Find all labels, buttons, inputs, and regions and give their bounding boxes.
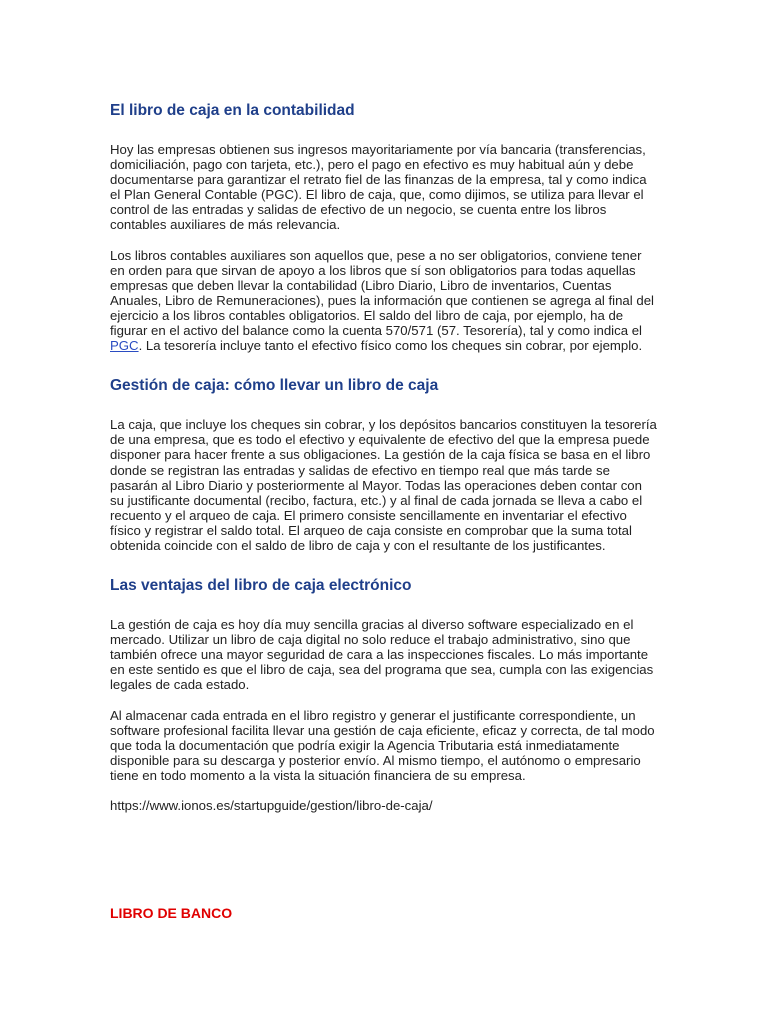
- document-page: [110, 100, 658, 813]
- paragraph: La caja, que incluye los cheques sin cobrar, y los depósitos bancarios constituyen la tesorería de una empresa, que es todo el efectivo y equivalente de efectivo del que la empresa puede disponer para hacer frente a sus obligaciones. La gestión de la caja física se basa en el libro donde se registran las entradas y salidas de efectivo en tiempo real que más tarde se pasarán al Libro Diario y posteriormente al Mayor. Todas las operaciones deben contar con su justificante documental (recibo, factura, etc.) y al final de cada jornada se lleva a cabo el recuento y el arqueo de caja. El primero consiste sencillamente en inventariar el efectivo físico y registrar el saldo total. El arqueo de caja consiste en comprobar que la suma total obtenida coincide con el saldo de libro de caja y con el resultante de los justificantes.: [110, 417, 657, 553]
- libro-de-banco-heading: LIBRO DE BANCO: [110, 905, 233, 921]
- pgc-link[interactable]: PGC: [110, 338, 139, 354]
- paragraph: Hoy las empresas obtienen sus ingresos mayoritariamente por vía bancaria (transferencias, domiciliación, pago con tarjeta, etc.), pero el pago en efectivo es muy habitual aún y debe documentarse para garantizar el retrato fiel de las finanzas de la empresa, tal y como indica el Plan General Contable (PGC). El libro de caja, que, como dijimos, se utiliza para llevar el control de las entradas y salidas de efectivo de un negocio, se cuenta entre los libros contables auxiliares de más relevancia.: [110, 142, 647, 233]
- section-heading-gestion-de-caja: Gestión de caja: cómo llevar un libro de caja: [110, 377, 439, 395]
- paragraph: Al almacenar cada entrada en el libro registro y generar el justificante correspondiente, un software profesional facilita llevar una gestión de caja eficiente, eficaz y correcta, de tal modo que toda la documentación que podría exigir la Agencia Tributaria está inmediatamente disponible para su descarga y posterior envío. Al mismo tiempo, el autónomo o empresario tiene en todo momento a la vista la situación financiera de su empresa.: [110, 707, 655, 783]
- source-url: https://www.ionos.es/startupguide/gestion/libro-de-caja/: [110, 798, 433, 813]
- paragraph-text: . La tesorería incluye tanto el efectivo físico como los cheques sin cobrar, por ejemplo.: [138, 338, 643, 354]
- paragraph: La gestión de caja es hoy día muy sencilla gracias al diverso software especializado en el mercado. Utilizar un libro de caja digital no solo reduce el trabajo administrativo, sino que también ofrece una mayor seguridad de cara a las inspecciones fiscales. Lo más importante en este sentido es que el libro de caja, sea del programa que sea, cumpla con las exigencias legales de cada estado.: [110, 617, 654, 693]
- paragraph-with-link: [110, 248, 658, 354]
- paragraph-text: Los libros contables auxiliares son aquellos que, pese a no ser obligatorios, conviene tener en orden para que sirvan de apoyo a los libros que sí son obligatorios para todas aquellas empresas que deben llevar la contabilidad (Libro Diario, Libro de inventarios, Cuentas Anuales, Libro de Remuneraciones), pues la información que contienen se agrega al final del ejercicio a los libros contables obligatorios. El saldo del libro de caja, por ejemplo, ha de figurar en el activo del balance como la cuenta 570/571 (57. Tesorería), tal y como indica el: [110, 247, 654, 339]
- section-heading-libro-de-caja: El libro de caja en la contabilidad: [110, 102, 355, 119]
- section-heading-ventajas: Las ventajas del libro de caja electrónico: [110, 577, 412, 595]
